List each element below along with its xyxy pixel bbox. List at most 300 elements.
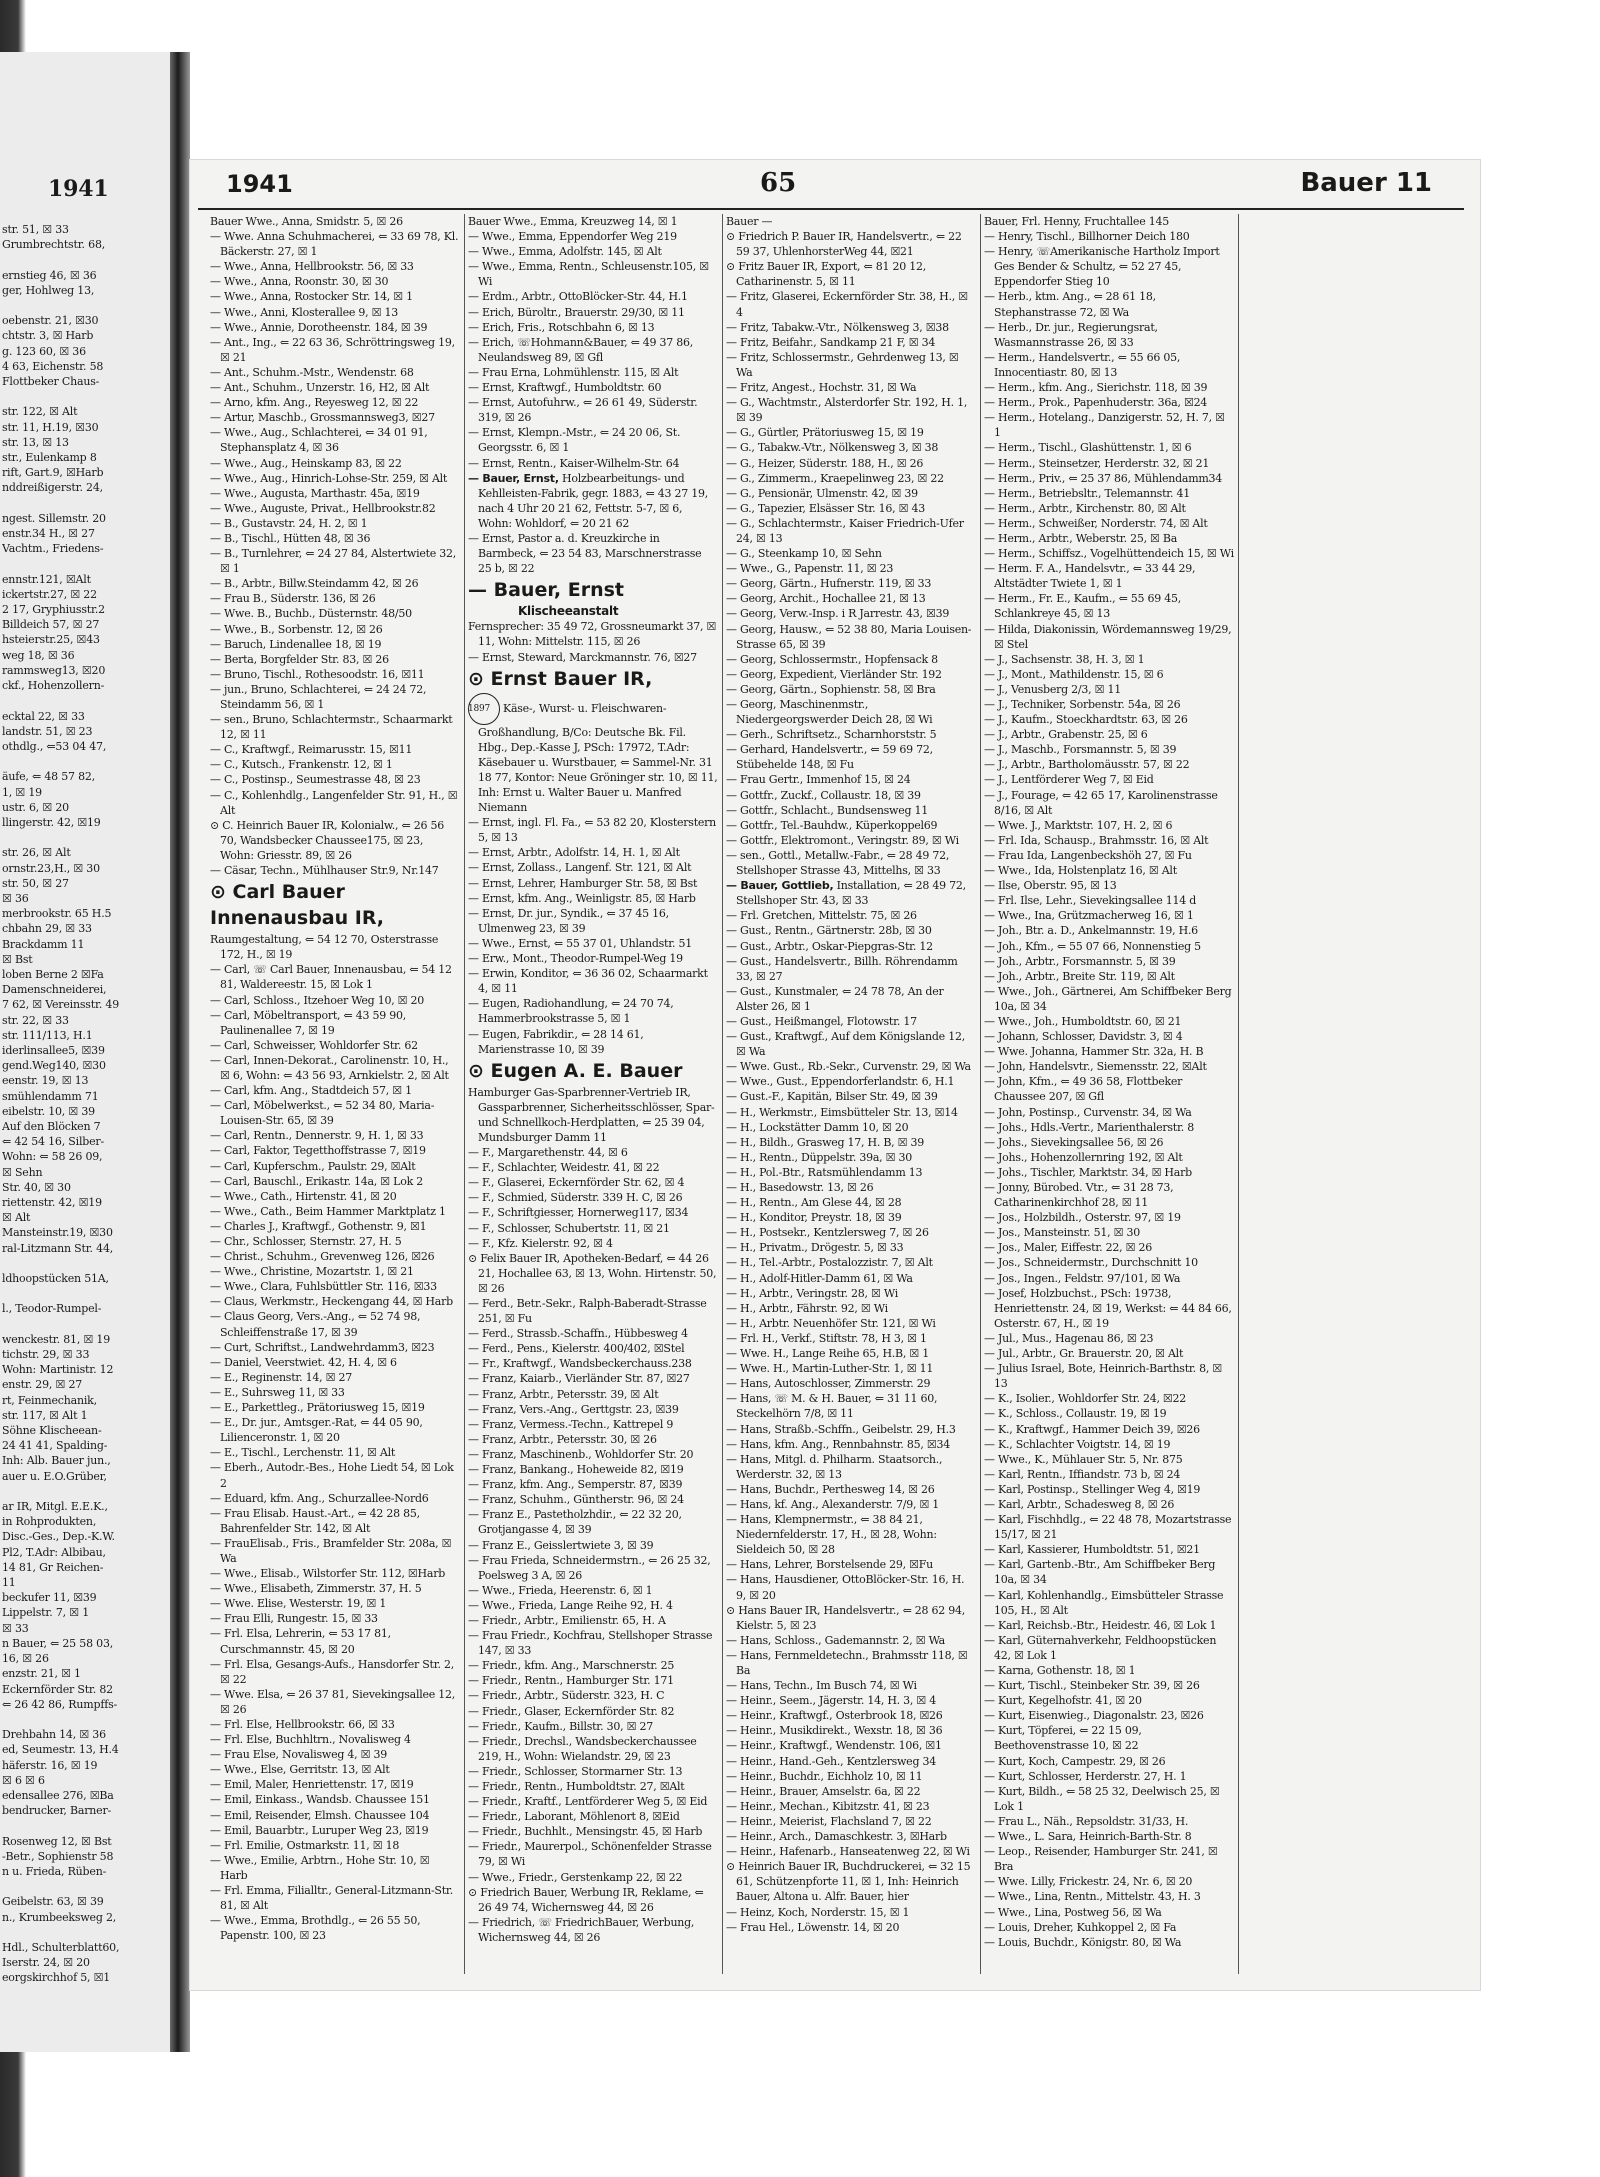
directory-entry bbox=[984, 214, 1234, 229]
entry-text: — Karna, Gothenstr. 18, ☒ 1 bbox=[984, 1664, 1136, 1677]
directory-entry bbox=[468, 1734, 718, 1764]
entry-text: — K., Schlachter Voigtstr. 14, ☒ 19 bbox=[984, 1437, 1171, 1451]
directory-entry bbox=[468, 289, 718, 304]
entry-text: — Carl, Innen-Dekorat., Carolinenstr. 10, H., ☒ 6, Wohn: ⇐ 43 56 93, Arnkielstr. 2, ☒ Alt bbox=[210, 1053, 449, 1082]
entry-text: — Wwe. Elise, Westerstr. 19, ☒ 1 bbox=[210, 1597, 387, 1611]
directory-entry bbox=[726, 1029, 976, 1059]
directory-entry bbox=[984, 1105, 1234, 1120]
directory-entry bbox=[210, 1823, 460, 1838]
directory-entry bbox=[984, 531, 1234, 546]
entry-text: — H., Rentn., Düppelstr. 39a, ☒ 30 bbox=[726, 1150, 912, 1164]
previous-page-line bbox=[2, 389, 168, 404]
previous-page-line: bendrucker, Barner- bbox=[2, 1804, 112, 1818]
entry-text: — Herm., Steinsetzer, Herderstr. 32, ☒ 21 bbox=[984, 456, 1210, 470]
directory-entry bbox=[726, 501, 976, 516]
directory-entry bbox=[984, 1920, 1234, 1935]
previous-page-line: merbrookstr. 65 H.5 bbox=[2, 907, 112, 921]
directory-entry bbox=[726, 1708, 976, 1723]
directory-entry bbox=[468, 1915, 718, 1945]
entry-text: — Georg, Gärtn., Hufnerstr. 119, ☒ 33 bbox=[726, 577, 932, 591]
entry-text: — Carl, kfm. Ang., Stadtdeich 57, ☒ 1 bbox=[210, 1084, 412, 1098]
previous-page-line: Iserstr. 24, ☒ 20 bbox=[2, 1956, 90, 1970]
previous-page-line: nddreißigerstr. 24, bbox=[2, 481, 103, 495]
previous-page-line: Flottbeker Chaus- bbox=[2, 375, 100, 389]
entry-text: — Herb., Dr. jur., Regierungsrat, Wasmannstrasse 26, ☒ 33 bbox=[984, 320, 1158, 349]
directory-entry bbox=[726, 1210, 976, 1225]
directory-entry bbox=[984, 682, 1234, 697]
directory-entry bbox=[468, 891, 718, 906]
entry-text: ⊙ C. Heinrich Bauer IR, Kolonialw., ⇐ 26 56 70, Wandsbecker Chaussee175, ☒ 23, Wohn: Griesstr. 89, ☒ 26 bbox=[210, 818, 444, 862]
entry-text: — G., Pensionär, Ulmenstr. 42, ☒ 39 bbox=[726, 486, 918, 500]
directory-entry bbox=[468, 1794, 718, 1809]
directory-entry bbox=[984, 1723, 1234, 1753]
entry-text: — Franz, Vermess.-Techn., Kattrepel 9 bbox=[468, 1417, 674, 1431]
directory-entry bbox=[210, 516, 460, 531]
directory-entry bbox=[468, 244, 718, 259]
entry-text: — Franz E., Pastetholzhdir., ⇐ 22 32 20, Grotjangasse 4, ☒ 39 bbox=[468, 1508, 682, 1537]
entry-text: — H., Werkmstr., Eimsbütteler Str. 13, ☒14 bbox=[726, 1105, 958, 1119]
directory-entry bbox=[726, 456, 976, 471]
previous-page-lines bbox=[2, 222, 168, 1986]
entry-text: — Eberh., Autodr.-Bes., Hohe Liedt 54, ☒ Lok 2 bbox=[210, 1461, 454, 1490]
previous-page-line: ⇐ 42 54 16, Silber- bbox=[2, 1135, 104, 1149]
directory-entry bbox=[726, 1120, 976, 1135]
directory-entry bbox=[726, 1089, 976, 1104]
entry-text: — Frau B., Süderstr. 136, ☒ 26 bbox=[210, 592, 376, 606]
entry-text: — Wwe., Joh., Humboldtstr. 60, ☒ 21 bbox=[984, 1014, 1182, 1028]
previous-page-line bbox=[2, 556, 168, 571]
entry-text: — Georg, Schlossermstr., Hopfensack 8 bbox=[726, 652, 938, 666]
directory-entry bbox=[984, 1693, 1234, 1708]
directory-entry bbox=[984, 1180, 1234, 1210]
entry-text: — Hans, Mitgl. d. Philharm. Staatsorch., Werderstr. 32, ☒ 13 bbox=[726, 1452, 943, 1481]
directory-entry bbox=[984, 1150, 1234, 1165]
entry-text: — Josef, Holzbuchst., PSch: 19738, Henriettenstr. 24, ☒ 19, Werkst: ⇐ 44 84 66, Osterstr. 67, H., ☒ 19 bbox=[984, 1286, 1232, 1330]
entry-text: Innenausbau IR, bbox=[210, 907, 385, 930]
directory-entry bbox=[984, 742, 1234, 757]
entry-text: — G., Zimmerm., Kraepelinweg 23, ☒ 22 bbox=[726, 471, 944, 485]
entry-text: — H., Konditor, Preystr. 18, ☒ 39 bbox=[726, 1211, 902, 1225]
previous-page-line: Geibelstr. 63, ☒ 39 bbox=[2, 1895, 104, 1909]
entry-text: — Wwe., Lina, Postweg 56, ☒ Wa bbox=[984, 1905, 1162, 1919]
directory-entry bbox=[210, 576, 460, 591]
entry-text: ⊙ Hans Bauer IR, Handelsvertr., ⇐ 28 62 94, Kielstr. 5, ☒ 23 bbox=[726, 1603, 966, 1632]
directory-entry bbox=[984, 757, 1234, 772]
directory-entry bbox=[210, 1264, 460, 1279]
directory-entry bbox=[210, 1777, 460, 1792]
entry-text: — Ernst, Dr. jur., Syndik., ⇐ 37 45 16, Ulmenweg 23, ☒ 39 bbox=[468, 906, 669, 935]
entry-text: — Frau Elisab. Haust.-Art., ⇐ 42 28 85, Bahrenfelder Str. 142, ☒ Alt bbox=[210, 1506, 420, 1535]
business-heading bbox=[468, 667, 718, 691]
entry-text: — Karl, Kohlenhandlg., Eimsbütteler Strasse 105, H., ☒ Alt bbox=[984, 1588, 1224, 1617]
entry-text: — Heinr., Kraftwgf., Osterbrook 18, ☒26 bbox=[726, 1709, 943, 1723]
directory-entry bbox=[726, 954, 976, 984]
entry-text: — Emil, Maler, Henriettenstr. 17, ☒19 bbox=[210, 1778, 414, 1792]
entry-text: — Friedr., Schlosser, Stormarner Str. 13 bbox=[468, 1764, 683, 1778]
directory-entry bbox=[210, 742, 460, 757]
directory-entry bbox=[726, 1769, 976, 1784]
entry-text: — F., Schlachter, Weidestr. 41, ☒ 22 bbox=[468, 1161, 660, 1175]
entry-text: — G., Schlachtermstr., Kaiser Friedrich-Ufer 24, ☒ 13 bbox=[726, 516, 964, 545]
entry-text: — Franz, Kaiarb., Vierländer Str. 87, ☒27 bbox=[468, 1372, 690, 1386]
entry-text: — Jul., Arbtr., Gr. Brauerstr. 20, ☒ Alt bbox=[984, 1347, 1184, 1361]
directory-entry bbox=[726, 1497, 976, 1512]
entry-text: — Frau Frieda, Schneidermstrn., ⇐ 26 25 32, Poelsweg 3 A, ☒ 26 bbox=[468, 1553, 711, 1582]
directory-entry bbox=[468, 1507, 718, 1537]
directory-entry bbox=[210, 335, 460, 365]
entry-text: — Frl. Else, Buchhltrn., Novalisweg 4 bbox=[210, 1733, 411, 1747]
entry-text: — Wwe., Cath., Hirtenstr. 41, ☒ 20 bbox=[210, 1189, 397, 1203]
entry-text: — Johann, Schlosser, Davidstr. 3, ☒ 4 bbox=[984, 1030, 1183, 1044]
entry-text: — John, Kfm., ⇐ 49 36 58, Flottbeker Chaussee 207, ☒ Gfl bbox=[984, 1075, 1183, 1104]
directory-entry bbox=[468, 259, 718, 289]
previous-page-line: ustr. 6, ☒ 20 bbox=[2, 800, 69, 814]
entry-text: — Hans, ☏ M. & H. Bauer, ⇐ 31 11 60, Steckelhörn 7/8, ☒ 11 bbox=[726, 1392, 938, 1421]
entry-text: — Hans, Klempnermstr., ⇐ 38 84 21, Niedernfelderstr. 17, H., ☒ 28, Wohn: Sieldeich 50, ☒ 28 bbox=[726, 1513, 937, 1557]
entry-text: — H., Privatm., Drögestr. 5, ☒ 33 bbox=[726, 1241, 904, 1255]
directory-entry bbox=[726, 1905, 976, 1920]
entry-text: Bauer Wwe., Emma, Kreuzweg 14, ☒ 1 bbox=[468, 215, 678, 228]
directory-entry bbox=[210, 1143, 460, 1158]
previous-page-line: str. 11, H.19, ☒30 bbox=[2, 420, 99, 434]
entry-text: Bauer — bbox=[726, 215, 773, 228]
entry-text: — Hans, kfm. Ang., Rennbahnstr. 85, ☒34 bbox=[726, 1437, 951, 1451]
entry-text: — Carl, Möbeltransport, ⇐ 43 59 90, Paulinenallee 7, ☒ 19 bbox=[210, 1008, 406, 1037]
directory-entry bbox=[984, 1059, 1234, 1074]
directory-entry bbox=[468, 1221, 718, 1236]
entry-text: — Ferd., Betr.-Sekr., Ralph-Baberadt-Strasse 251, ☒ Fu bbox=[468, 1297, 707, 1326]
entry-text: — Friedr., Arbtr., Süderstr. 323, H. C bbox=[468, 1689, 665, 1703]
directory-entry bbox=[210, 1566, 460, 1581]
entry-text: — Gust., Heißmangel, Flotowstr. 17 bbox=[726, 1014, 917, 1028]
entry-text: — Wwe., Auguste, Privat., Hellbrookstr.82 bbox=[210, 501, 436, 515]
directory-entry bbox=[210, 1279, 460, 1294]
directory-entry bbox=[726, 1829, 976, 1844]
directory-entry bbox=[726, 1678, 976, 1693]
entry-text: — Wwe. Lilly, Frickestr. 24, Nr. 6, ☒ 20 bbox=[984, 1875, 1193, 1889]
directory-entry bbox=[726, 1165, 976, 1180]
entry-text: — Karl, Reichsb.-Btr., Heidestr. 46, ☒ Lok 1 bbox=[984, 1618, 1217, 1632]
directory-entry bbox=[726, 742, 976, 772]
entry-text: — H., Postsekr., Kentzlersweg 7, ☒ 26 bbox=[726, 1226, 929, 1240]
directory-entry bbox=[468, 320, 718, 335]
directory-entry bbox=[726, 1240, 976, 1255]
directory-entry bbox=[726, 818, 976, 833]
directory-entry bbox=[210, 1415, 460, 1445]
previous-page-line: ar IR, Mitgl. E.E.K., bbox=[2, 1500, 108, 1514]
previous-page-line: n Bauer, ⇐ 25 58 03, bbox=[2, 1636, 114, 1650]
previous-page-line bbox=[2, 1256, 168, 1271]
entry-text: — Georg, Verw.-Insp. i R Jarrestr. 43, ☒39 bbox=[726, 607, 950, 621]
directory-entry bbox=[468, 395, 718, 425]
directory-entry bbox=[984, 712, 1234, 727]
directory-entry bbox=[984, 1210, 1234, 1225]
previous-page-line: rt, Feinmechanik, bbox=[2, 1393, 97, 1407]
directory-entry bbox=[468, 1205, 718, 1220]
entry-text: — Claus Georg, Vers.-Ang., ⇐ 52 74 98, Schleiffenstraße 17, ☒ 39 bbox=[210, 1310, 421, 1339]
directory-entry bbox=[726, 471, 976, 486]
previous-page-line: wenckestr. 81, ☒ 19 bbox=[2, 1332, 110, 1346]
entry-text: — J., Kaufm., Stoeckhardtstr. 63, ☒ 26 bbox=[984, 713, 1188, 727]
entry-text: — F., Margarethenstr. 44, ☒ 6 bbox=[468, 1146, 628, 1160]
previous-page-line: rift, Gart.9, ☒Harb bbox=[2, 466, 104, 480]
directory-entry bbox=[210, 1853, 460, 1883]
entry-text: — Fritz, Beifahr., Sandkamp 21 F, ☒ 34 bbox=[726, 335, 936, 349]
entry-text: — Wwe., Gust., Eppendorferlandstr. 6, H.1 bbox=[726, 1075, 955, 1089]
entry-text: — Charles J., Kraftwgf., Gothenstr. 9, ☒1 bbox=[210, 1219, 427, 1233]
directory-entry bbox=[210, 1370, 460, 1385]
entry-text: — G., Gürtler, Prätoriusweg 15, ☒ 19 bbox=[726, 426, 924, 440]
directory-entry bbox=[984, 772, 1234, 787]
entry-text: — Wwe., Annie, Dorotheenstr. 184, ☒ 39 bbox=[210, 320, 428, 334]
running-head: Bauer 11 bbox=[1300, 168, 1432, 198]
entry-text: — Baruch, Lindenallee 18, ☒ 19 bbox=[210, 637, 382, 651]
directory-entry bbox=[210, 1249, 460, 1264]
directory-entry bbox=[726, 1633, 976, 1648]
previous-page-line: häferstr. 16, ☒ 19 bbox=[2, 1758, 98, 1772]
directory-entry bbox=[984, 1422, 1234, 1437]
entry-text: — Georg, Gärtn., Sophienstr. 58, ☒ Bra bbox=[726, 682, 936, 696]
entry-text: — Curt, Schriftst., Landwehrdamm3, ☒23 bbox=[210, 1340, 435, 1354]
entry-text: Fernsprecher: 35 49 72, Grossneumarkt 37, ☒ 11, Wohn: Mittelstr. 115, ☒ 26 bbox=[468, 620, 717, 649]
entry-text: — Gerhard, Handelsvertr., ⇐ 59 69 72, Stübehelde 148, ☒ Fu bbox=[726, 743, 933, 772]
previous-page-line bbox=[2, 1818, 168, 1833]
directory-entry bbox=[726, 380, 976, 395]
directory-entry bbox=[210, 410, 460, 425]
directory-entry bbox=[210, 712, 460, 742]
entry-text: — Hans, Lehrer, Borstelsende 29, ☒Fu bbox=[726, 1558, 933, 1572]
previous-page-line: ☒ 6 ☒ 6 bbox=[2, 1773, 45, 1787]
column-4 bbox=[984, 214, 1234, 1974]
directory-entry bbox=[210, 1400, 460, 1415]
entry-text: — Herm., Arbtr., Kirchenstr. 80, ☒ Alt bbox=[984, 501, 1186, 515]
entry-text: — Ernst, Autofuhrw., ⇐ 26 61 49, Süderstr. 319, ☒ 26 bbox=[468, 396, 698, 425]
directory-entry bbox=[726, 697, 976, 727]
previous-page-line: auer u. E.O.Grüber, bbox=[2, 1469, 107, 1483]
directory-entry bbox=[468, 815, 718, 845]
previous-page-line: in Rohprodukten, bbox=[2, 1515, 97, 1529]
directory-entry bbox=[726, 1014, 976, 1029]
entry-text: — Hans, Hausdiener, OttoBlöcker-Str. 16, H. 9, ☒ 20 bbox=[726, 1573, 965, 1602]
directory-entry bbox=[210, 531, 460, 546]
entry-text: — sen., Gottl., Metallw.-Fabr., ⇐ 28 49 72, Stellshoper Strasse 43, Mittelhs, ☒ 33 bbox=[726, 848, 950, 878]
directory-entry bbox=[210, 456, 460, 471]
entry-text: — Jos., Maler, Eiffestr. 22, ☒ 26 bbox=[984, 1241, 1152, 1255]
entry-text: — Wwe., Anna, Hellbrookstr. 56, ☒ 33 bbox=[210, 260, 414, 274]
directory-entry bbox=[468, 456, 718, 471]
entry-text: — Wwe. B., Buchb., Düsternstr. 48/50 bbox=[210, 607, 412, 621]
entry-text: — Cäsar, Techn., Mühlhauser Str.9, Nr.147 bbox=[210, 864, 439, 878]
directory-entry bbox=[984, 1135, 1234, 1150]
entry-text: — J., Lentförderer Weg 7, ☒ Eid bbox=[984, 773, 1154, 787]
entry-text: — Hans, kf. Ang., Alexanderstr. 7/9, ☒ 1 bbox=[726, 1497, 940, 1511]
entry-text: — G., Heizer, Süderstr. 188, H., ☒ 26 bbox=[726, 456, 924, 470]
entry-text: — H., Bildh., Grasweg 17, H. B, ☒ 39 bbox=[726, 1135, 925, 1149]
directory-entry bbox=[726, 486, 976, 501]
entry-text: — Wwe., Anna, Rostocker Str. 14, ☒ 1 bbox=[210, 290, 413, 304]
previous-page-line: Auf den Blöcken 7 bbox=[2, 1119, 101, 1133]
entry-text: — C., Postinsp., Seumestrasse 48, ☒ 23 bbox=[210, 773, 421, 787]
previous-page-line bbox=[2, 830, 168, 845]
entry-text: Käse-, Wurst- u. Fleischwaren-Großhandlung, B/Co: Deutsche Bk. Fil. Hbg., Dep.-Kasse J, PSch: 17972, T.Adr: Käsebauer u. Wurstbauer, ⇐ Sammel-Nr. 31 18 77, Kontor: Neue Gröninger str. 10, ☒ 11, Inh: Ernst u. Walter Bauer u. Manfred Niemann bbox=[478, 701, 718, 815]
directory-entry bbox=[984, 1120, 1234, 1135]
directory-entry bbox=[726, 1105, 976, 1120]
entry-text: — Fritz, Tabakw.-Vtr., Nölkensweg 3, ☒38 bbox=[726, 320, 949, 334]
previous-page-line: Grumbrechtstr. 68, bbox=[2, 238, 106, 252]
entry-text: — sen., Bruno, Schlachtermstr., Schaarmarkt 12, ☒ 11 bbox=[210, 713, 453, 742]
entry-text: — Frl. Ilse, Lehr., Sievekingsallee 114 d bbox=[984, 894, 1196, 908]
directory-entry bbox=[984, 727, 1234, 742]
entry-text: — Wwe., Ina, Grützmacherweg 16, ☒ 1 bbox=[984, 909, 1194, 923]
directory-entry bbox=[984, 984, 1234, 1014]
directory-entry bbox=[210, 818, 460, 863]
entry-text: — Erich, ☏Hohmann&Bauer, ⇐ 49 37 86, Neulandsweg 89, ☒ Gfl bbox=[468, 335, 694, 364]
entry-text: — Jul., Mus., Hagenau 86, ☒ 23 bbox=[984, 1331, 1154, 1345]
entry-text: — jun., Bruno, Schlachterei, ⇐ 24 24 72, Steindamm 56, ☒ 1 bbox=[210, 682, 427, 711]
directory-entry bbox=[210, 1128, 460, 1143]
directory-entry bbox=[468, 1432, 718, 1447]
entry-text: — Karl, Rentn., Iffiandstr. 73 b, ☒ 24 bbox=[984, 1467, 1181, 1481]
directory-entry bbox=[468, 1764, 718, 1779]
entry-text: — Carl, ☏ Carl Bauer, Innenausbau, ⇐ 54 12 81, Waldereestr. 15, ☒ Lok 1 bbox=[210, 963, 452, 992]
entry-text: — Franz, Arbtr., Petersstr. 39, ☒ Alt bbox=[468, 1387, 659, 1401]
directory-entry bbox=[984, 788, 1234, 818]
directory-entry bbox=[468, 1145, 718, 1160]
directory-entry bbox=[210, 1038, 460, 1053]
entry-text: — Hans, Buchdr., Perthesweg 14, ☒ 26 bbox=[726, 1482, 935, 1496]
directory-entry bbox=[210, 1189, 460, 1204]
entry-text: — Gottfr., Zuckf., Collaustr. 18, ☒ 39 bbox=[726, 788, 921, 802]
directory-entry bbox=[468, 214, 718, 229]
directory-entry bbox=[468, 1704, 718, 1719]
previous-page-line: ckf., Hohenzollern- bbox=[2, 679, 105, 693]
entry-text: — H., Arbtr. Neuenhöfer Str. 121, ☒ Wi bbox=[726, 1316, 936, 1330]
previous-page-line bbox=[2, 1712, 168, 1727]
directory-entry bbox=[726, 1784, 976, 1799]
entry-text: — Ernst, Rentn., Kaiser-Wilhelm-Str. 64 bbox=[468, 456, 680, 470]
entry-text: — Daniel, Veerstwiet. 42, H. 4, ☒ 6 bbox=[210, 1355, 397, 1369]
entry-text: — Bruno, Tischl., Rothesoodstr. 16, ☒11 bbox=[210, 667, 425, 681]
previous-page-line: str. 13, ☒ 13 bbox=[2, 435, 69, 449]
entry-text: — K., Schloss., Collaustr. 19, ☒ 19 bbox=[984, 1407, 1167, 1421]
directory-entry bbox=[726, 1180, 976, 1195]
entry-text: — Friedr., Arbtr., Emilienstr. 65, H. A bbox=[468, 1613, 666, 1627]
entry-text: — Emil, Reisender, Elmsh. Chaussee 104 bbox=[210, 1808, 430, 1822]
entry-text: — Karl, Güternahverkehr, Feldhoopstücken 42, ☒ Lok 1 bbox=[984, 1633, 1217, 1662]
directory-entry bbox=[726, 1799, 976, 1814]
previous-page-line bbox=[2, 1879, 168, 1894]
directory-entry bbox=[210, 501, 460, 516]
directory-entry bbox=[984, 667, 1234, 682]
entry-text: — Wwe., Emma, Brothdlg., ⇐ 26 55 50, Papenstr. 100, ☒ 23 bbox=[210, 1914, 421, 1943]
directory-entry bbox=[468, 860, 718, 875]
entry-text: — Frl. Else, Hellbrookstr. 66, ☒ 33 bbox=[210, 1718, 395, 1731]
directory-entry bbox=[726, 1452, 976, 1482]
entry-text: — Frau Elli, Rungestr. 15, ☒ 33 bbox=[210, 1612, 378, 1626]
previous-page-line: l., Teodor-Rumpel- bbox=[2, 1302, 102, 1316]
entry-text: — Wwe., Augusta, Marthastr. 45a, ☒19 bbox=[210, 486, 420, 500]
directory-entry bbox=[984, 471, 1234, 486]
entry-text: — H., Basedowstr. 13, ☒ 26 bbox=[726, 1181, 874, 1194]
previous-page-line: ornstr.23,H., ☒ 30 bbox=[2, 861, 100, 875]
previous-page-line: Pl2, T.Adr: Albibau, bbox=[2, 1545, 106, 1559]
entry-text: — Ernst, Pastor a. d. Kreuzkirche in Barmbeck, ⇐ 23 54 83, Marschnerstrasse 25 b, ☒ 22 bbox=[468, 531, 702, 576]
entry-text: — Ernst, Zollass., Langenf. Str. 121, ☒ Alt bbox=[468, 861, 692, 875]
directory-entry bbox=[210, 1008, 460, 1038]
directory-entry bbox=[210, 932, 460, 962]
directory-entry bbox=[468, 966, 718, 996]
directory-entry bbox=[984, 1225, 1234, 1240]
entry-text: — Frau Else, Novalisweg 4, ☒ 39 bbox=[210, 1748, 387, 1762]
entry-text: — Ernst, ingl. Fl. Fa., ⇐ 53 82 20, Klosterstern 5, ☒ 13 bbox=[468, 816, 716, 845]
directory-entry bbox=[984, 1754, 1234, 1769]
entry-text: — E., Reginenstr. 14, ☒ 27 bbox=[210, 1370, 352, 1384]
directory-entry bbox=[726, 1346, 976, 1361]
directory-entry bbox=[210, 1838, 460, 1853]
directory-entry bbox=[984, 697, 1234, 712]
directory-entry bbox=[984, 1391, 1234, 1406]
directory-entry bbox=[726, 923, 976, 938]
founding-year-seal: 1897 bbox=[468, 693, 500, 725]
directory-entry bbox=[726, 878, 976, 908]
entry-text: — Herm., kfm. Ang., Sierichstr. 118, ☒ 39 bbox=[984, 381, 1208, 395]
entry-text: — Artur, Maschb., Grossmannsweg3, ☒27 bbox=[210, 411, 435, 425]
entry-text: — Franz, Schuhm., Güntherstr. 96, ☒ 24 bbox=[468, 1493, 684, 1507]
directory-entry bbox=[210, 1491, 460, 1506]
directory-entry bbox=[726, 1693, 976, 1708]
directory-entry bbox=[984, 954, 1234, 969]
directory-entry bbox=[984, 1663, 1234, 1678]
entry-text: — Herm., Betriebsltr., Telemannstr. 41 bbox=[984, 486, 1191, 500]
directory-entry bbox=[468, 951, 718, 966]
entry-text: — Heinr., Seem., Jägerstr. 14, H. 3, ☒ 4 bbox=[726, 1694, 937, 1708]
entry-text: — Heinr., Hafenarb., Hanseatenweg 22, ☒ Wi bbox=[726, 1845, 970, 1859]
entry-text: — F., Schmied, Süderstr. 339 H. C, ☒ 26 bbox=[468, 1191, 683, 1205]
entry-text: — Herm., Priv., ⇐ 25 37 86, Mühlendamm34 bbox=[984, 471, 1223, 485]
column-3 bbox=[726, 214, 976, 1974]
entry-text: — Frau Hel., Löwenstr. 14, ☒ 20 bbox=[726, 1920, 900, 1934]
previous-page-line: ☒ 36 bbox=[2, 891, 29, 905]
directory-entry bbox=[726, 908, 976, 923]
directory-entry bbox=[984, 1165, 1234, 1180]
directory-entry bbox=[468, 1583, 718, 1598]
previous-page-line bbox=[2, 1317, 168, 1332]
directory-columns bbox=[210, 214, 1458, 1974]
entry-text: — Joh., Btr. a. D., Ankelmannstr. 19, H.6 bbox=[984, 924, 1198, 938]
entry-text: — FrauElisab., Fris., Bramfelder Str. 208a, ☒ Wa bbox=[210, 1536, 452, 1565]
entry-text: — Wwe., Aug., Schlachterei, ⇐ 34 01 91, Stephansplatz 4, ☒ 36 bbox=[210, 426, 428, 455]
directory-entry bbox=[726, 848, 976, 878]
business-heading bbox=[468, 578, 718, 602]
entry-text: — Frau Erna, Lohmühlenstr. 115, ☒ Alt bbox=[468, 365, 679, 379]
entry-text: — John, Handelsvtr., Siemensstr. 22, ☒Alt bbox=[984, 1060, 1207, 1074]
previous-page-line: chbahn 29, ☒ 33 bbox=[2, 922, 92, 936]
entry-text: — Heinr., Buchdr., Eichholz 10, ☒ 11 bbox=[726, 1769, 923, 1783]
directory-entry bbox=[726, 1557, 976, 1572]
directory-entry bbox=[726, 1859, 976, 1904]
entry-text: — Georg, Archit., Hochallee 21, ☒ 13 bbox=[726, 592, 926, 606]
directory-entry bbox=[984, 1406, 1234, 1421]
entry-text: — Johs., Sievekingsallee 56, ☒ 26 bbox=[984, 1135, 1164, 1149]
entry-text: — Wwe., Friedr., Gerstenkamp 22, ☒ 22 bbox=[468, 1870, 683, 1884]
directory-entry bbox=[468, 845, 718, 860]
entry-text: — Jos., Ingen., Feldstr. 97/101, ☒ Wa bbox=[984, 1271, 1181, 1285]
directory-entry bbox=[468, 531, 718, 576]
directory-entry bbox=[468, 1371, 718, 1386]
entry-text: — Wwe. Elsa, ⇐ 26 37 81, Sievekingsallee 12, ☒ 26 bbox=[210, 1687, 456, 1716]
directory-entry bbox=[726, 259, 976, 289]
previous-page-line: edensallee 276, ☒Ba bbox=[2, 1788, 114, 1802]
